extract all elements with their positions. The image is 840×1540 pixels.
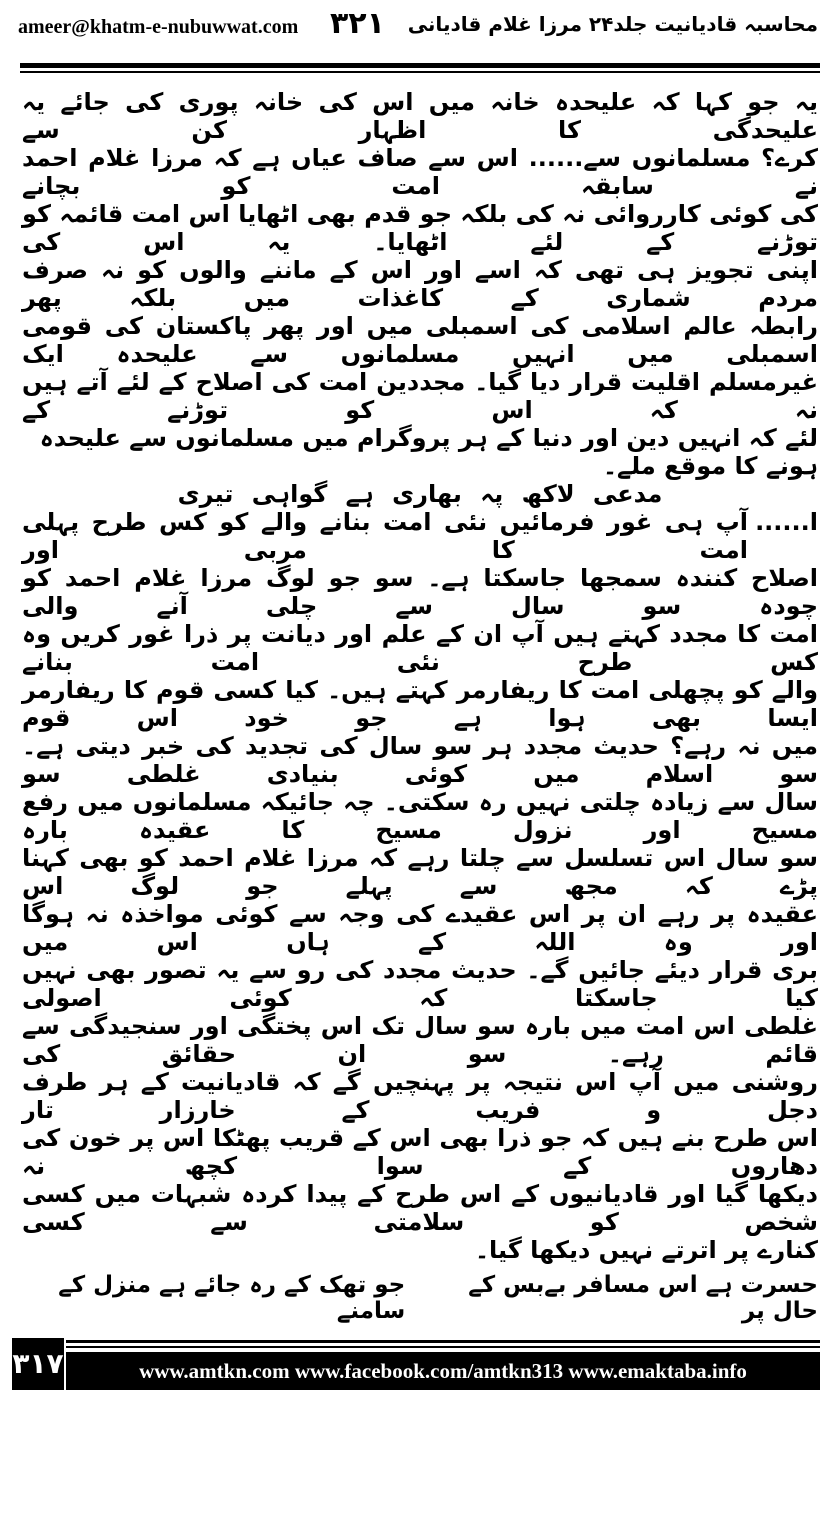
text-line: میں نہ رہے؟ حدیث مجدد ہر سو سال کی تجدید کی خبر دیتی ہے۔ سو اسلام میں کوئی بنیادی غلطی سو [22,732,818,788]
text-line: کرے؟ مسلمانوں سے...... اس سے صاف عیاں ہے کہ مرزا غلام احمد نے سابقہ امت کو بچانے [22,144,818,200]
text-line: سال سے زیادہ چلتی نہیں رہ سکتی۔ چہ جائیکہ مسلمانوں میں رفع مسیح اور نزول مسیح کا عقیدہ بارہ [22,788,818,844]
line-prefix-ellipsis: ا...... [755,508,818,536]
text-line: کنارے پر اترتے نہیں دیکھا گیا۔ [474,1236,818,1264]
text-line: رابطہ عالم اسلامی کی اسمبلی میں اور پھر پاکستان کی قومی اسمبلی میں انہیں مسلمانوں سے علیحدہ ایک [22,312,818,368]
couplet-right-hemistich: حسرت ہے اس مسافر بےبس کے حال پر [468,1272,818,1324]
footer-rule [66,1340,820,1343]
header-book-title: محاسبہ قادیانیت جلد۲۴ مرزا غلام قادیانی [407,12,818,36]
text-line: سو سال اس تسلسل سے چلتا رہے کہ مرزا غلام احمد کو بھی کہنا پڑے کہ مجھ سے پہلے جو لوگ اس [22,844,818,900]
text-line: غیرمسلم اقلیت قرار دیا گیا۔ مجددین امت کی اصلاح کے لئے آتے ہیں نہ کہ اس کو توڑنے کے [22,368,818,424]
header-rule-thick [20,63,820,68]
text-line: عقیدہ پر رہے ان پر اس عقیدے کی وجہ سے کوئی مواخذہ نہ ہوگا اور وہ اللہ کے ہاں اس میں [22,900,818,956]
header-page-number: ۳۲۱ [330,6,385,41]
text-line: یہ جو کہا کہ علیحدہ خانہ میں اس کی خانہ پوری کی جائے یہ علیحدگی کا اظہار کن سے [22,88,818,144]
page-header [0,0,840,80]
text-line: اپنی تجویز ہی تھی کہ اسے اور اس کے ماننے والوں کو نہ صرف مردم شماری کے کاغذات میں بلکہ پھر [22,256,818,312]
footer-rule [66,1346,820,1348]
footer-page-number: ۳۱۷ [12,1338,64,1390]
text-line: والے کو پچھلی امت کا ریفارمر کہتے ہیں۔ کیا کسی قوم کا ریفارمر ایسا بھی ہوا ہے جو خود اس قوم [22,676,818,732]
header-rule-thin [20,71,820,73]
text-line: بری قرار دیئے جائیں گے۔ حدیث مجدد کی رو سے یہ تصور بھی نہیں کیا جاسکتا کہ کوئی اصولی [22,956,818,1012]
text-line [22,508,818,564]
text-line: دیکھا گیا اور قادیانیوں کے اس طرح کے پیدا کردہ شبہات میں کسی شخص کو سلامتی سے کسی [22,1180,818,1236]
text-line: امت کا مجدد کہتے ہیں آپ ان کے علم اور دیانت پر ذرا غور کریں وہ کس طرح نئی امت بنانے [22,620,818,676]
page-footer [0,1338,840,1394]
closing-couplet [22,1272,818,1324]
page-body [0,80,840,1264]
text-line: غلطی اس امت میں بارہ سو سال تک اس پختگی اور سنجیدگی سے قائم رہے۔ سو ان حقائق کی [22,1012,818,1068]
text-line: روشنی میں آپ اس نتیجہ پر پہنچیں گے کہ قادیانیت کے ہر طرف دجل و فریب کے خارزار تار [22,1068,818,1124]
couplet-left-hemistich: جو تھک کے رہ جائے ہے منزل کے سامنے [58,1272,406,1324]
header-email: ameer@khatm-e-nubuwwat.com [18,16,299,38]
text-line: کی کوئی کارروائی نہ کی بلکہ جو قدم بھی اٹھایا اس امت قائمہ کو توڑنے کے لئے اٹھایا۔ یہ اس کی [22,200,818,256]
line-text: آپ ہی غور فرمائیں نئی امت بنانے والے کو کس طرح پہلی امت کا مربی اور [22,508,748,564]
text-line: اس طرح بنے ہیں کہ جو ذرا بھی اس کے قریب پھٹکا اس پر خون کی دھاروں کے سوا کچھ نہ [22,1124,818,1180]
text-line: لئے کہ انہیں دین اور دنیا کے ہر پروگرام میں مسلمانوں سے علیحدہ ہونے کا موقع ملے۔ [39,424,818,480]
footer-links: www.amtkn.com www.facebook.com/amtkn313 www.emaktaba.info [66,1352,820,1390]
verse-line: مدعی لاکھ پہ بھاری ہے گواہی تیری [177,480,663,508]
text-line: اصلاح کنندہ سمجھا جاسکتا ہے۔ سو جو لوگ مرزا غلام احمد کو چودہ سو سال سے چلی آنے والی [22,564,818,620]
